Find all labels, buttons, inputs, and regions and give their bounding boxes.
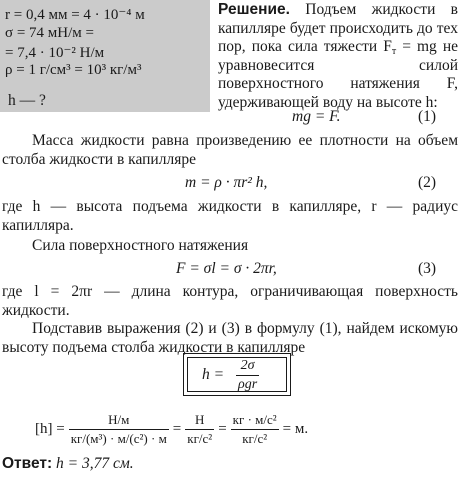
- equals-sign: =: [218, 421, 227, 437]
- substitute-paragraph: Подставив выражения (2) и (3) в формулу (1), найдем искомую высоту подъема столба жидкости в капилляре: [2, 320, 458, 356]
- units-rhs: = м.: [282, 421, 309, 437]
- result-denominator: ρgr: [238, 377, 258, 392]
- equals-sign: =: [172, 421, 182, 437]
- units-fraction-3-num: кг · м/с²: [231, 412, 279, 430]
- mass-paragraph: Масса жидкости равна произведению ее плотности на объем столба жидкости в капилляре: [2, 132, 458, 168]
- solution-intro-text: Подъем жидкости в капилляре будет происходить до тех пор, пока сила тяжести F: [218, 1, 458, 55]
- where-paragraph-1: где h — высота подъема жидкости в капилляре, r — радиус капилляра.: [2, 198, 458, 234]
- units-fraction-1-den: кг/(м³) · м/(с²) · м: [70, 431, 167, 446]
- units-lhs: [h] =: [35, 421, 65, 437]
- solution-label: Решение.: [218, 1, 290, 18]
- answer-label: Ответ:: [2, 455, 53, 472]
- result-lhs: h =: [202, 366, 225, 383]
- given-surface-tension-si: = 7,4 · 10⁻² Н/м: [5, 45, 105, 61]
- given-density: ρ = 1 г/см³ = 10³ кг/м³: [5, 62, 142, 78]
- units-fraction-2-num: Н: [185, 412, 214, 430]
- answer-value: h = 3,77 см.: [56, 455, 134, 472]
- units-fraction-3-den: кг/с²: [242, 431, 268, 446]
- units-fraction-1: [69, 412, 169, 447]
- units-fraction-2-den: кг/с²: [187, 431, 213, 446]
- given-radius: r = 0,4 мм = 4 · 10⁻⁴ м: [5, 7, 145, 23]
- equation-3: F = σl = σ · 2πr,: [176, 260, 277, 277]
- result-fraction: [236, 358, 259, 393]
- tension-label: Сила поверхностного натяжения: [32, 237, 249, 254]
- where-paragraph-2: где l = 2πr — длина контура, ограничивающая поверхность жидкости.: [2, 283, 458, 319]
- subscript-t: т: [391, 46, 397, 57]
- given-surface-tension: σ = 74 мН/м =: [5, 25, 94, 41]
- equation-2-number: (2): [418, 174, 437, 191]
- equation-1: mg = F.: [292, 108, 341, 125]
- units-fraction-2: [185, 412, 214, 447]
- unknown-label: h — ?: [8, 92, 46, 109]
- units-fraction-3: [231, 412, 279, 447]
- solution-intro: [218, 1, 458, 112]
- result-box: [183, 353, 291, 396]
- result-numerator: 2σ: [236, 358, 259, 376]
- result-box-inner: [187, 357, 287, 392]
- units-fraction-1-num: Н/м: [69, 412, 169, 430]
- answer-line: [2, 455, 134, 472]
- equation-3-number: (3): [418, 260, 437, 277]
- units-line: [35, 412, 308, 447]
- solution-intro-text-cont: = mg не уравновесится силой поверхностного натяжения F, удерживающей воду на высоте h:: [218, 38, 458, 111]
- equation-1-number: (1): [418, 108, 437, 125]
- equation-2: m = ρ · πr² h,: [185, 174, 268, 191]
